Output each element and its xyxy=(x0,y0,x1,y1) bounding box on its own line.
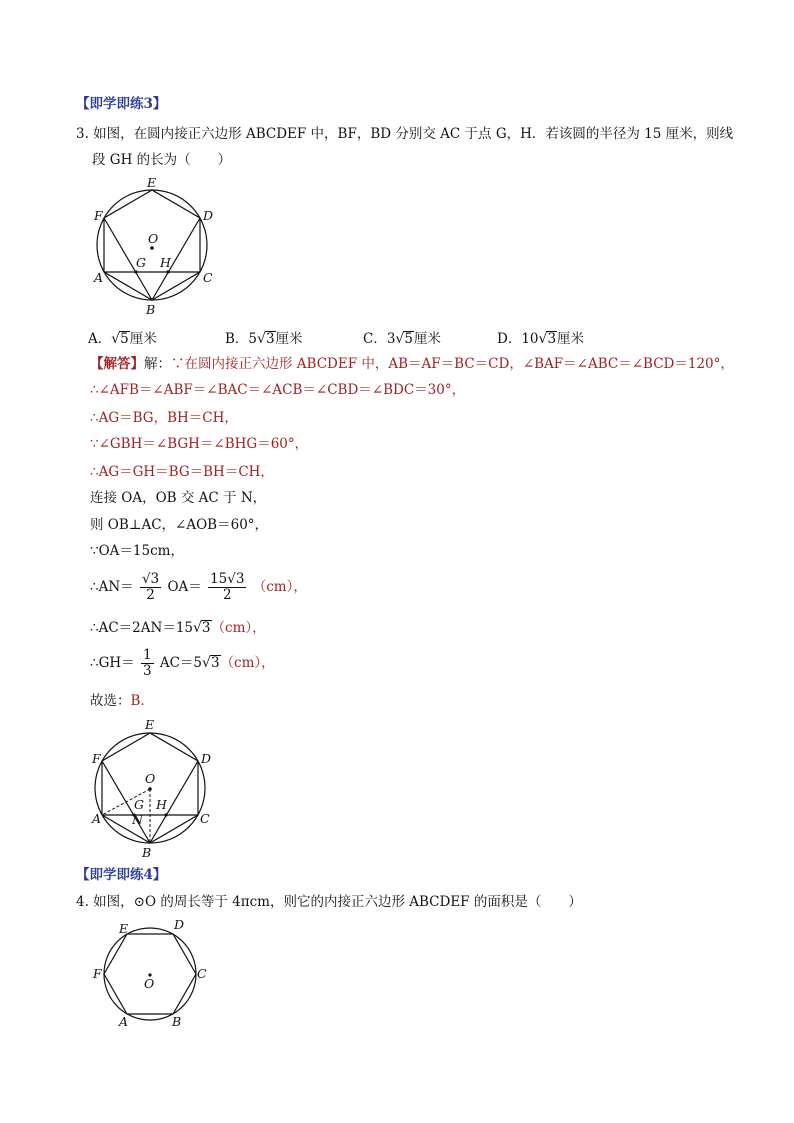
figure-hexagon-2 xyxy=(86,714,226,864)
point-h xyxy=(164,813,167,816)
option-d[interactable] xyxy=(497,327,584,347)
label-n: N xyxy=(132,812,143,827)
option-b-prefix: B．5 xyxy=(225,331,258,347)
numerator: √3 xyxy=(141,571,160,587)
label-o: O xyxy=(145,771,156,786)
label-b: B xyxy=(146,302,156,317)
label-o: O xyxy=(148,231,159,246)
option-a[interactable] xyxy=(88,327,157,347)
label-a: A xyxy=(119,1014,129,1029)
problem-4-text-line1: 4. 如图，⊙O 的周长等于 4πcm，则它的内接正六边形 ABCDEF 的面积是（ ） xyxy=(76,894,582,910)
radicand: 3 xyxy=(210,655,220,671)
option-d-prefix: D．10 xyxy=(497,331,539,347)
solution-line-1 xyxy=(90,355,734,373)
label-e: E xyxy=(145,717,155,732)
label-o: O xyxy=(144,976,155,991)
label-f: F xyxy=(94,208,103,223)
option-a-unit: 厘米 xyxy=(129,331,157,347)
sqrt-sign: √ xyxy=(395,331,405,347)
label-f: F xyxy=(92,751,101,766)
solution-line-2: ∴∠AFB＝∠ABF＝∠BAC＝∠ACB＝∠CBD＝∠BDC＝30°， xyxy=(90,382,466,398)
label-h: H xyxy=(156,797,167,812)
answer-value: B． xyxy=(130,693,154,709)
eq-gh-rhs: AC＝5 xyxy=(159,655,203,671)
option-d-unit: 厘米 xyxy=(557,331,585,347)
numerator: 1 xyxy=(142,647,152,663)
eq-gh-lhs: ∴GH＝ xyxy=(90,655,135,671)
eq-an-lhs: ∴AN＝ xyxy=(90,579,134,595)
fraction-1-over-3 xyxy=(141,648,154,679)
denominator: 3 xyxy=(142,663,152,679)
label-c: C xyxy=(200,811,210,826)
center-point xyxy=(148,787,152,791)
solution-step-1: ∵在圆内接正六边形 ABCDEF 中，AB＝AF＝BC＝CD，∠BAF＝∠ABC＝∠BCD＝120°， xyxy=(171,356,734,372)
solution-line-5: ∴AG＝GH＝BG＝BH＝CH， xyxy=(90,464,274,480)
label-d: D xyxy=(203,208,214,223)
solution-line-4: ∵∠GBH＝∠BGH＝∠BHG＝60°， xyxy=(90,436,309,452)
sqrt-sign: √ xyxy=(193,620,202,636)
label-e: E xyxy=(147,175,157,190)
unit-cm: （cm）， xyxy=(252,579,307,595)
solution-line-8: ∵OA＝15cm， xyxy=(90,543,184,559)
label-c: C xyxy=(197,966,207,981)
radicand: 3 xyxy=(201,620,211,636)
solution-line-10 xyxy=(90,619,266,637)
label-b: B xyxy=(172,1014,182,1029)
point-h xyxy=(166,270,169,273)
solution-line-7: 则 OB⊥AC，∠AOB＝60°， xyxy=(90,517,269,533)
option-d-radicand: 3 xyxy=(547,331,557,347)
option-b-unit: 厘米 xyxy=(275,331,303,347)
solution-line-9 xyxy=(90,571,307,603)
sqrt-sign: √ xyxy=(257,331,266,347)
option-c-prefix: C．3 xyxy=(363,331,396,347)
figure-hexagon-1 xyxy=(88,172,228,322)
point-g xyxy=(134,270,137,273)
problem-3-text-line1: 3. 如图，在圆内接正六边形 ABCDEF 中，BF，BD 分别交 AC 于点 G，H．若该圆的半径为 15 厘米，则线 xyxy=(76,126,734,142)
center-point xyxy=(150,246,154,250)
eq-ac: ∴AC＝2AN＝15 xyxy=(90,620,193,636)
label-d: D xyxy=(201,751,212,766)
numerator: 15√3 xyxy=(210,571,245,587)
label-f: F xyxy=(93,966,102,981)
label-c: C xyxy=(203,270,213,285)
option-c-unit: 厘米 xyxy=(413,331,441,347)
denominator: 2 xyxy=(146,587,155,603)
solution-heading: 【解答】 xyxy=(90,356,144,372)
label-e: E xyxy=(119,921,129,936)
section-title-3: 【即学即练3】 xyxy=(76,96,167,112)
option-a-radicand: 5 xyxy=(120,331,129,347)
sqrt-sign: √ xyxy=(202,655,211,671)
label-d: D xyxy=(174,917,185,932)
option-b[interactable] xyxy=(225,327,303,347)
label-a: A xyxy=(92,811,102,826)
sqrt-sign: √ xyxy=(111,331,121,347)
label-b: B xyxy=(142,845,152,860)
answer-label: 故选： xyxy=(90,693,131,709)
fraction-sqrt3-over-2 xyxy=(140,572,161,603)
option-c-radicand: 5 xyxy=(404,331,413,347)
solution-line-3: ∴AG＝BG，BH＝CH， xyxy=(90,410,238,426)
problem-3-text-line2: 段 GH 的长为（ ） xyxy=(92,152,232,168)
label-g: G xyxy=(136,255,146,270)
unit-cm: （cm）， xyxy=(220,655,275,671)
fraction-15sqrt3-over-2 xyxy=(208,572,246,603)
label-h: H xyxy=(160,255,171,270)
solution-answer xyxy=(90,692,154,710)
denominator: 2 xyxy=(222,587,232,603)
unit-cm: （cm）， xyxy=(211,620,266,636)
figure-hexagon-3 xyxy=(88,914,218,1034)
option-c[interactable] xyxy=(363,327,441,347)
sqrt-sign: √ xyxy=(538,331,548,347)
label-a: A xyxy=(94,270,104,285)
section-title-4: 【即学即练4】 xyxy=(76,867,167,883)
eq-oa: OA＝ xyxy=(167,579,202,595)
option-b-radicand: 3 xyxy=(265,331,275,347)
solution-line-11 xyxy=(90,647,275,679)
solution-line-6: 连接 OA，OB 交 AC 于 N， xyxy=(90,490,267,506)
solution-intro: 解： xyxy=(144,356,171,372)
option-a-prefix: A． xyxy=(88,331,112,347)
label-g: G xyxy=(134,797,144,812)
